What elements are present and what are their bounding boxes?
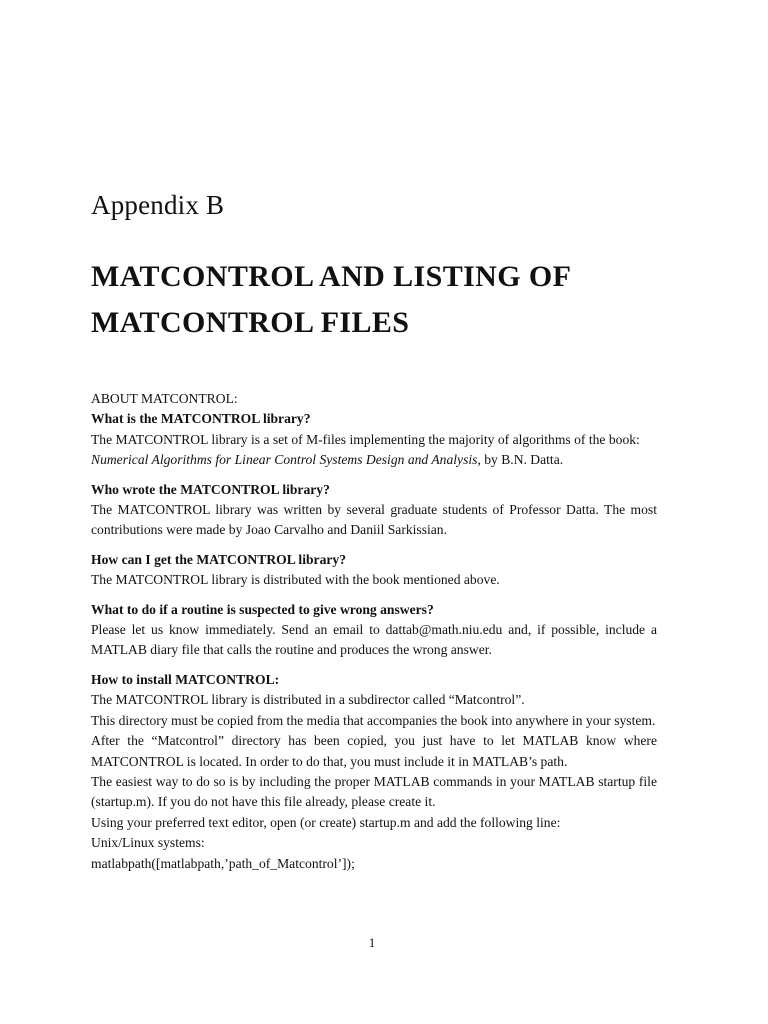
section-how-to-get (91, 550, 657, 591)
section-wrong-answers (91, 600, 657, 661)
install-command: matlabpath([matlabpath,’path_of_Matcontrol’]); (91, 855, 355, 871)
section-who-wrote (91, 480, 657, 541)
appendix-label: Appendix B (91, 190, 225, 220)
answer-what-is-matcontrol: The MATCONTROL library is a set of M-files implementing the majority of algorithms of the book: (91, 431, 640, 447)
about-heading: ABOUT MATCONTROL: (91, 391, 238, 406)
answer-who-wrote: The MATCONTROL library was written by several graduate students of Professor Datta. The most contributions were made by Joao Carvalho and Daniil Sarkissian. (91, 502, 657, 538)
answer-how-to-get: The MATCONTROL library is distributed with the book mentioned above. (91, 572, 500, 588)
question-who-wrote: Who wrote the MATCONTROL library? (91, 481, 330, 497)
install-line-5: Using your preferred text editor, open (or create) startup.m and add the following line: (91, 814, 561, 830)
section-install (91, 670, 657, 874)
install-line-4: The easiest way to do so is by including the proper MATLAB commands in your MATLAB startup file (startup.m). If you do not have this file already, please create it. (91, 773, 657, 810)
page-number: 1 (368, 935, 376, 950)
book-author: , by B.N. Datta. (477, 452, 564, 468)
book-reference (91, 450, 657, 470)
question-what-is-matcontrol: What is the MATCONTROL library? (91, 411, 311, 427)
chapter-title: MATCONTROL AND LISTING OF MATCONTROL FILES (91, 260, 571, 339)
question-how-to-get: How can I get the MATCONTROL library? (91, 551, 346, 567)
section-what-is-matcontrol (91, 409, 657, 470)
install-line-1: The MATCONTROL library is distributed in a subdirector called “Matcontrol”. (91, 692, 525, 708)
document-body (91, 389, 657, 874)
question-wrong-answers: What to do if a routine is suspected to give wrong answers? (91, 601, 434, 617)
install-line-3: After the “Matcontrol” directory has been copied, you just have to let MATLAB know where MATCONTROL is located. In order to do that, you must include it in MATLAB’s path. (91, 733, 657, 769)
question-install: How to install MATCONTROL: (91, 671, 280, 687)
book-title: Numerical Algorithms for Linear Control Systems Design and Analysis (91, 452, 478, 468)
install-line-2: This directory must be copied from the media that accompanies the book into anywhere in your system. (91, 712, 656, 728)
install-line-6: Unix/Linux systems: (91, 835, 205, 851)
answer-wrong-answers: Please let us know immediately. Send an email to dattab@math.niu.edu and, if possible, include a MATLAB diary file that calls the routine and produces the wrong answer. (91, 622, 657, 658)
